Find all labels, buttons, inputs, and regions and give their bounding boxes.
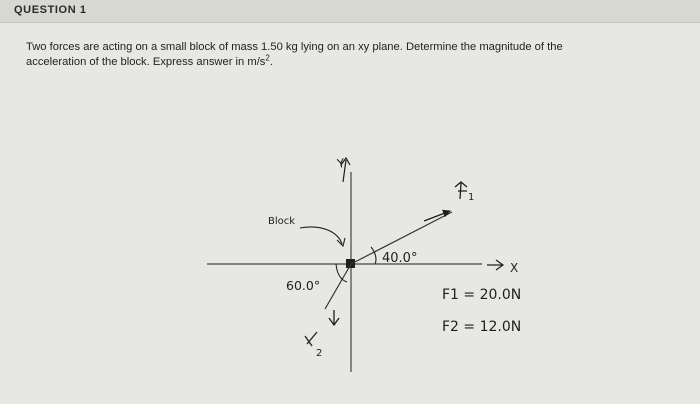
f2-value: F2 = 12.0N <box>442 319 522 335</box>
f1-angle-label: 40.0° <box>382 251 418 266</box>
f1-value: F1 = 20.0N <box>442 287 522 303</box>
f2-vector <box>325 264 351 309</box>
units-superscript: 2 <box>265 53 270 63</box>
question-text-period: . <box>269 56 273 68</box>
x-axis-label <box>487 260 518 275</box>
f2-label <box>305 332 322 359</box>
question-text-line2: acceleration of the block. Express answer in m/s <box>26 56 266 68</box>
f1-label <box>455 182 474 203</box>
question-number: QUESTION 1 <box>14 4 87 16</box>
question-text-line1: Two forces are acting on a small block of mass 1.50 kg lying on an xy plane. Determine the magnitude of the <box>26 41 563 53</box>
y-axis-label <box>335 156 350 182</box>
f2-arrow-icon <box>329 310 339 325</box>
svg-text:X: X <box>510 261 519 275</box>
block-label: Block <box>268 216 296 227</box>
f1-angle-arc <box>371 247 376 264</box>
svg-text:1: 1 <box>468 192 475 203</box>
block-pointer <box>300 227 342 244</box>
svg-text:2: 2 <box>316 348 323 359</box>
f2-angle-label: 60.0° <box>286 278 321 293</box>
svg-text:Y: Y <box>336 155 346 171</box>
block <box>346 259 355 268</box>
